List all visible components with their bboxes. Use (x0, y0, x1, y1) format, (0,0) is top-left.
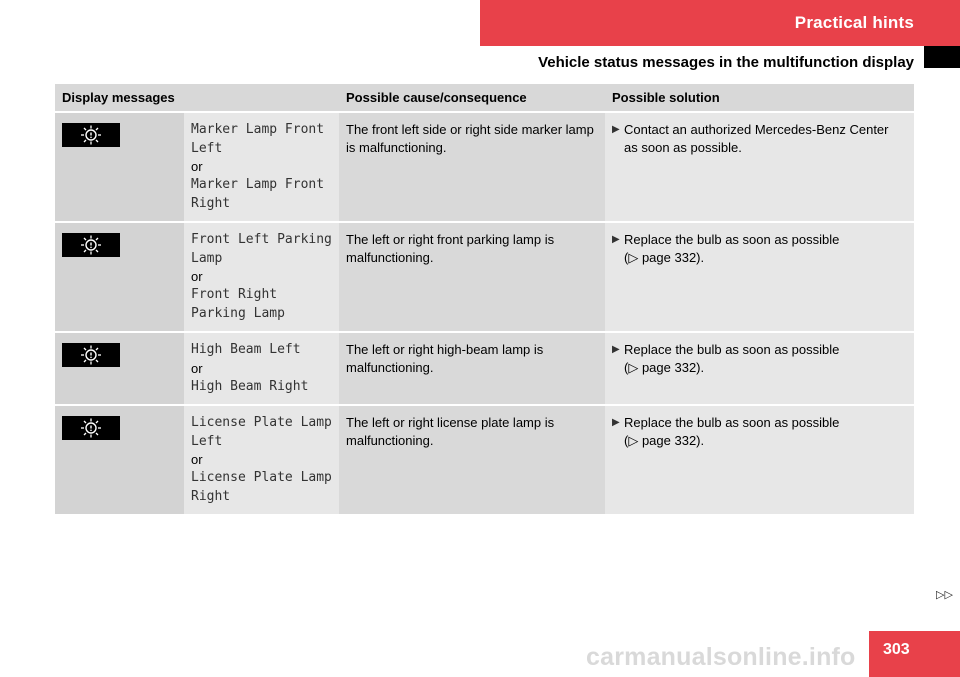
or-label: or (191, 452, 203, 467)
step-arrow-icon: ▶ (612, 124, 620, 135)
step-arrow-icon: ▶ (612, 234, 620, 245)
icon-cell (55, 222, 184, 332)
solution-text: Contact an authorized Mercedes-Benz Center (624, 122, 889, 137)
page-number-box (869, 631, 960, 677)
display-message-text: Marker Lamp Front (191, 122, 325, 137)
icon-cell (55, 112, 184, 222)
solution-text: as soon as possible. (624, 140, 742, 155)
column-header-cause: Possible cause/consequence (339, 84, 605, 112)
solution-cell (605, 405, 914, 514)
solution-cell (605, 222, 914, 332)
column-header-display-messages: Display messages (55, 84, 339, 112)
solution-cell (605, 332, 914, 405)
solution-text: (▷ page 332). (624, 360, 705, 375)
cause-cell: The front left side or right side marker lamp is malfunctioning. (339, 112, 605, 222)
display-message-text: License Plate Lamp (191, 415, 332, 430)
solution-cell (605, 112, 914, 222)
cause-cell: The left or right front parking lamp is malfunctioning. (339, 222, 605, 332)
lamp-malfunction-icon (62, 416, 120, 440)
display-message-text: License Plate Lamp (191, 470, 332, 485)
display-message-text: High Beam Left (191, 342, 301, 357)
solution-text: Replace the bulb as soon as possible (624, 415, 840, 430)
display-message-text: Front Left Parking (191, 232, 332, 247)
step-arrow-icon: ▶ (612, 344, 620, 355)
cause-cell: The left or right high-beam lamp is malfunctioning. (339, 332, 605, 405)
watermark: carmanualsonline.info (586, 643, 856, 671)
display-message-text: Left (191, 140, 223, 156)
display-message-text: Left (191, 433, 223, 449)
display-message-text: High Beam Right (191, 378, 309, 394)
table-header-row (55, 84, 914, 112)
table-row (55, 112, 914, 222)
cause-cell: The left or right license plate lamp is malfunctioning. (339, 405, 605, 514)
display-message-cell (184, 112, 339, 222)
thumb-tab (924, 46, 960, 68)
display-message-cell (184, 222, 339, 332)
column-header-solution: Possible solution (605, 84, 914, 112)
continue-marker: ▷▷ (936, 589, 953, 601)
section-header-bar (480, 0, 960, 46)
status-messages-table (55, 84, 914, 514)
solution-text: (▷ page 332). (624, 433, 705, 448)
section-title: Practical hints (794, 13, 914, 32)
solution-text: (▷ page 332). (624, 250, 705, 265)
step-arrow-icon: ▶ (612, 417, 620, 428)
display-message-text: Right (191, 488, 231, 504)
table-row (55, 405, 914, 514)
icon-cell (55, 405, 184, 514)
table-row (55, 222, 914, 332)
or-label: or (191, 159, 203, 174)
or-label: or (191, 360, 203, 376)
icon-cell (55, 332, 184, 405)
or-label: or (191, 269, 203, 284)
display-message-text: Lamp (191, 250, 223, 266)
display-message-text: Right (191, 195, 231, 211)
table-row (55, 332, 914, 405)
page-number: 303 (883, 641, 910, 658)
display-message-text: Parking Lamp (191, 305, 285, 321)
lamp-malfunction-icon (62, 233, 120, 257)
display-message-text: Front Right (191, 287, 278, 302)
solution-text: Replace the bulb as soon as possible (624, 232, 840, 247)
solution-text: Replace the bulb as soon as possible (624, 342, 840, 357)
lamp-malfunction-icon (62, 343, 120, 367)
display-message-cell (184, 405, 339, 514)
page-subtitle: Vehicle status messages in the multifunction display (538, 54, 914, 71)
lamp-malfunction-icon (62, 123, 120, 147)
display-message-cell (184, 332, 339, 405)
display-message-text: Marker Lamp Front (191, 177, 325, 192)
